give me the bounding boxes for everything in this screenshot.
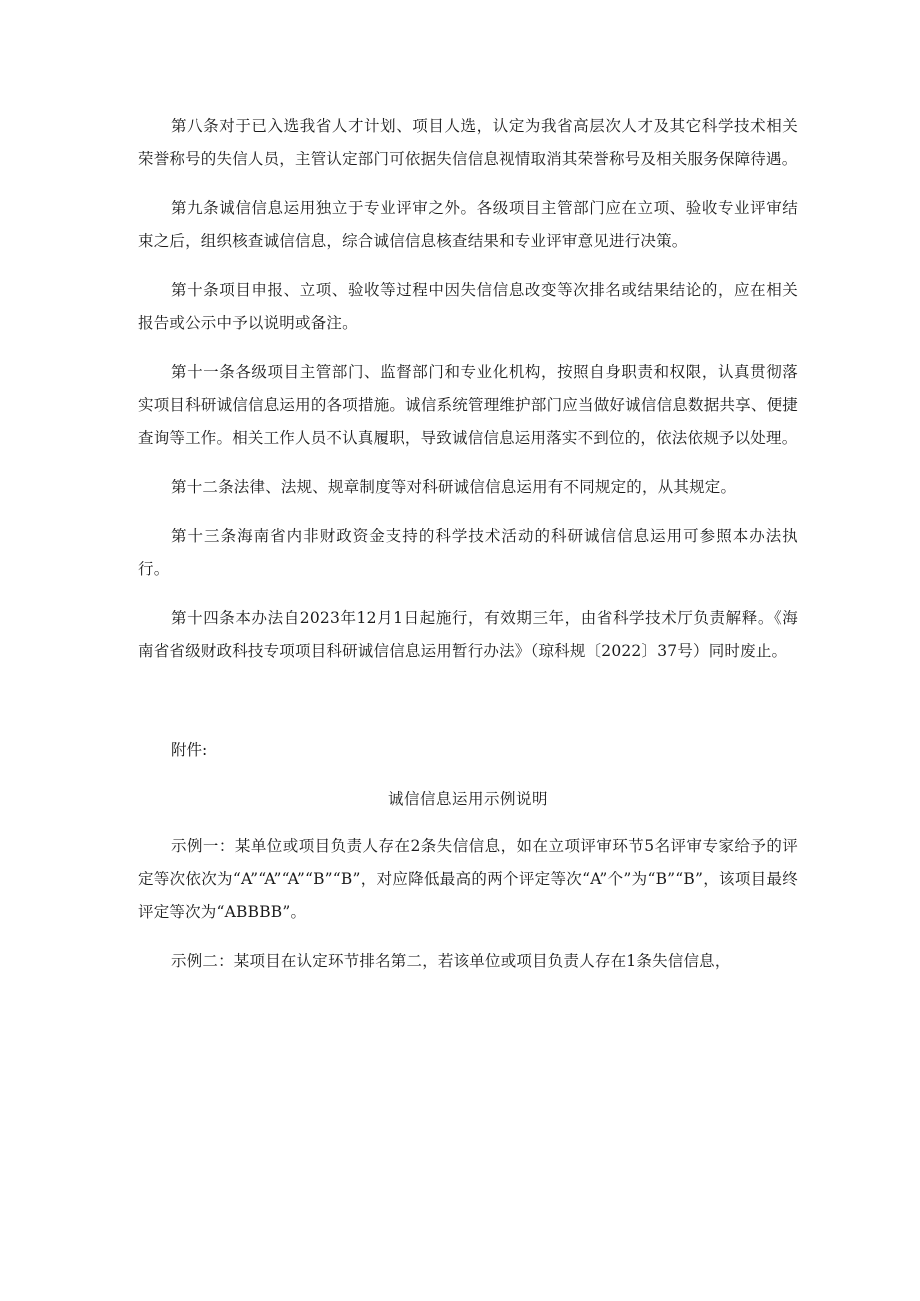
- section-spacer: [138, 668, 798, 734]
- example-1: 示例一：某单位或项目负责人存在2条失信信息，如在立项评审环节5名评审专家给予的评定等次依次为“A”“A”“A”“B”“B”，对应降低最高的两个评定等次“A”个”为“B”“B”，该项目最终评定等次为“ABBBB”。: [138, 837, 798, 921]
- article-13: 第十三条海南省内非财政资金支持的科学技术活动的科研诚信信息运用可参照本办法执行。: [138, 527, 798, 578]
- spacer: [138, 767, 798, 783]
- attachment-label: 附件:: [171, 741, 208, 759]
- spacer: [138, 816, 798, 830]
- example-2: 示例二：某项目在认定环节排名第二，若该单位或项目负责人存在1条失信信息，: [171, 952, 731, 970]
- article-8: 第八条对于已入选我省人才计划、项目人选，认定为我省高层次人才及其它科学技术相关荣誉称号的失信人员，主管认定部门可依据失信信息视情取消其荣誉称号及相关服务保障待遇。: [138, 117, 798, 168]
- article-12: 第十二条法律、法规、规章制度等对科研诚信信息运用有不同规定的，从其规定。: [171, 478, 737, 496]
- attachment-title: 诚信信息运用示例说明: [387, 790, 548, 808]
- article-14: 第十四条本办法自2023年12月1日起施行，有效期三年，由省科学技术厅负责解释。《海南省省级财政科技专项项目科研诚信信息运用暂行办法》（琼科规〔2022〕37号）同时废止。: [138, 609, 798, 660]
- article-9: 第九条诚信信息运用独立于专业评审之外。各级项目主管部门应在立项、验收专业评审结束之后，组织核查诚信信息，综合诚信信息核查结果和专业评审意见进行决策。: [138, 199, 798, 250]
- article-11: 第十一条各级项目主管部门、监督部门和专业化机构，按照自身职责和权限，认真贯彻落实项目科研诚信信息运用的各项措施。诚信系统管理维护部门应当做好诚信信息数据共享、便捷查询等工作。相关工作人员不认真履职，导致诚信信息运用落实不到位的，依法依规予以处理。: [138, 363, 798, 447]
- article-10: 第十条项目申报、立项、验收等过程中因失信信息改变等次排名或结果结论的，应在相关报告或公示中予以说明或备注。: [138, 281, 798, 332]
- document-page: [138, 110, 798, 978]
